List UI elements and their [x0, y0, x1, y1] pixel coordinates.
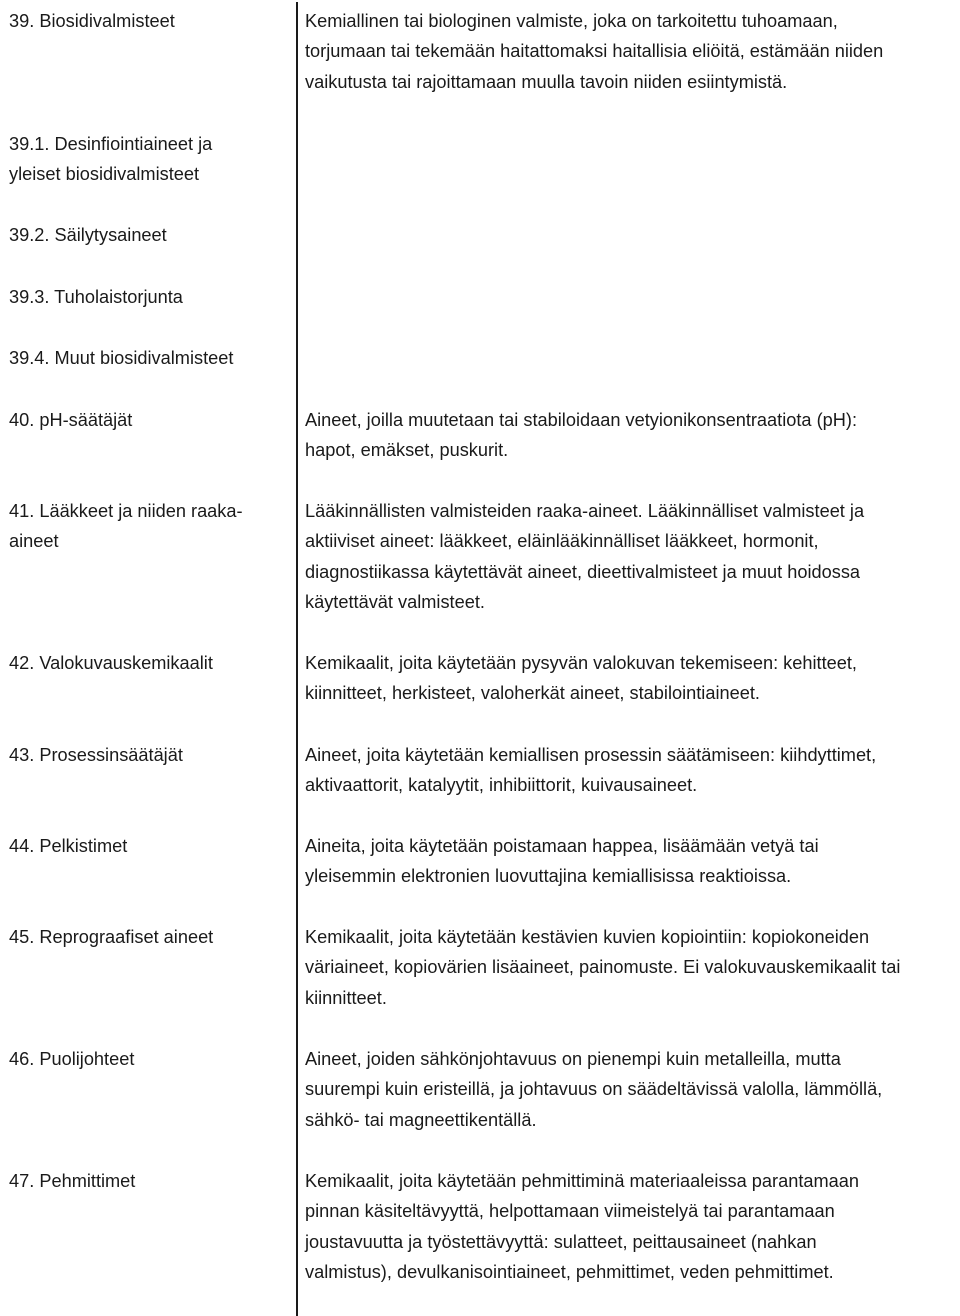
- term-cell: 47. Pehmittimet: [9, 1171, 136, 1191]
- definition-cell: Aineet, joita käytetään kemiallisen prosessin säätämiseen: kiihdyttimet, aktivaattorit, katalyytit, inhibiittorit, kuivausaineet.: [305, 745, 877, 796]
- term-cell: 39.2. Säilytysaineet: [9, 225, 167, 245]
- definition-cell: Lääkinnällisten valmisteiden raaka-aineet. Lääkinnälliset valmisteet ja aktiiviset aineet: lääkkeet, eläinlääkinnälliset lääkkeet, hormonit, diagnostiikassa käytettävät aineet, dieettivalmisteet ja muut hoidossa käytettävät valmisteet.: [305, 501, 865, 613]
- term-cell: 39.3. Tuholaistorjunta: [9, 287, 183, 307]
- definition-cell: Kemikaalit, joita käytetään pehmittiminä materiaaleissa parantamaan pinnan käsiteltävyyttä, helpottamaan viimeistelyä tai parantamaan joustavuutta ja työstettävyyttä: sulatteet, peittausaineet (nahkan valmistus), devulkanisointiaineet, pehmittimet, veden pehmittimet.: [305, 1171, 859, 1283]
- term-cell: 40. pH-säätäjät: [9, 410, 133, 430]
- definition-cell: Aineet, joiden sähkönjohtavuus on pienempi kuin metalleilla, mutta suurempi kuin eristeillä, ja johtavuus on säädeltävissä valolla, lämmöllä, sähkö- tai magneettikentällä.: [305, 1049, 883, 1130]
- column-divider: [296, 2, 298, 1316]
- definition-cell: Aineita, joita käytetään poistamaan happea, lisäämään vetyä tai yleisemmin elektronien luovuttajina kemiallisissa reaktioissa.: [305, 836, 819, 887]
- term-cell: 46. Puolijohteet: [9, 1049, 135, 1069]
- term-cell: 43. Prosessinsäätäjät: [9, 745, 183, 765]
- definition-cell: Kemikaalit, joita käytetään kestävien kuvien kopiointiin: kopiokoneiden väriaineet, kopiovärien lisäaineet, painomuste. Ei valokuvauskemikaalit tai kiinnitteet.: [305, 927, 901, 1008]
- term-cell: 45. Reprograafiset aineet: [9, 927, 214, 947]
- definition-cell: Kemiallinen tai biologinen valmiste, joka on tarkoitettu tuhoamaan, torjumaan tai tekemään haitattomaksi haitallisia eliöitä, estämään niiden vaikutusta tai rajoittamaan muulla tavoin niiden esiintymistä.: [305, 11, 884, 92]
- term-cell: 42. Valokuvauskemikaalit: [9, 653, 213, 673]
- term-cell: 44. Pelkistimet: [9, 836, 128, 856]
- definition-cell: Kemikaalit, joita käytetään pysyvän valokuvan tekemiseen: kehitteet, kiinnitteet, herkisteet, valoherkät aineet, stabilointiaineet.: [305, 653, 857, 704]
- term-cell: 39.4. Muut biosidivalmisteet: [9, 348, 234, 368]
- term-cell: 41. Lääkkeet ja niiden raaka- aineet: [9, 501, 243, 552]
- term-cell: 39. Biosidivalmisteet: [9, 11, 175, 31]
- term-cell: 39.1. Desinfiointiaineet ja yleiset biosidivalmisteet: [9, 134, 213, 185]
- definition-cell: Aineet, joilla muutetaan tai stabiloidaan vetyionikonsentraatiota (pH): hapot, emäkset, puskurit.: [305, 410, 858, 461]
